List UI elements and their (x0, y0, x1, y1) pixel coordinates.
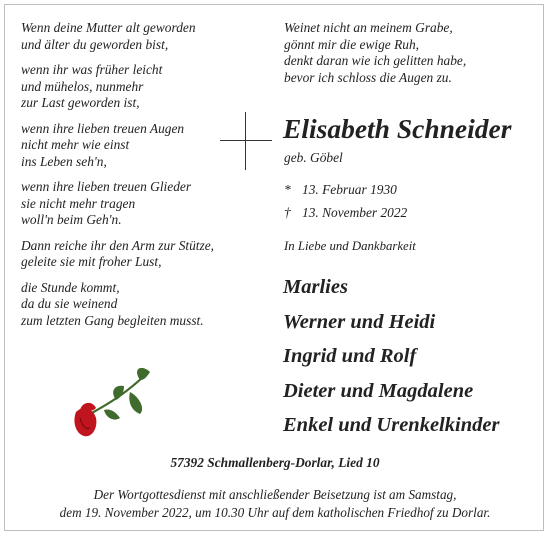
poem-line: die Stunde kommt, (21, 279, 120, 295)
death-symbol: † (284, 205, 291, 220)
deceased-name: Elisabeth Schneider (283, 113, 512, 144)
verse-line: Weinet nicht an meinem Grabe, (284, 20, 453, 35)
address: 57392 Schmallenberg-Dorlar, Lied 10 (170, 455, 380, 470)
birth-name: geb. Göbel (284, 150, 343, 165)
poem-line: wenn ihr was früher leicht (21, 62, 163, 77)
poem-stanza (21, 20, 261, 53)
mourner-name: Marlies (283, 276, 348, 298)
poem-stanza (21, 179, 261, 229)
poem-line: sie nicht mehr tragen (21, 195, 136, 211)
service-info (0, 486, 550, 521)
mourner-name: Werner und Heidi (283, 310, 436, 333)
poem-line: wenn ihre lieben treuen Augen (21, 120, 185, 136)
mourner-name: Dieter und Magdalene (283, 379, 474, 402)
mourners-list (283, 270, 499, 443)
verse (284, 20, 534, 86)
death-date-row (284, 201, 407, 224)
mourners-intro: In Liebe und Dankbarkeit (284, 239, 416, 253)
mourner-name: Ingrid und Rolf (283, 345, 417, 367)
poem-line: geleite sie mit froher Lust, (21, 254, 162, 269)
birth-date: 13. Februar 1930 (302, 182, 397, 197)
mourner-name: Enkel und Urenkelkinder (283, 414, 500, 436)
poem-line: ins Leben seh'n, (21, 153, 107, 169)
poem-stanza (21, 280, 261, 330)
poem-line: da du sie weinend (21, 296, 118, 311)
life-dates (284, 178, 407, 224)
service-line: Der Wortgottesdienst mit anschließender Beisetzung ist am Samstag, (93, 487, 457, 502)
poem-line: woll'n beim Geh'n. (21, 212, 122, 227)
poem-line: Wenn deine Mutter alt geworden (21, 20, 196, 35)
poem-stanza (21, 62, 261, 112)
verse-line: bevor ich schloss die Augen zu. (284, 69, 452, 85)
poem-line: Dann reiche ihr den Arm zur Stütze, (21, 237, 215, 253)
verse-line: denkt daran wie ich gelitten habe, (284, 53, 467, 68)
poem-stanza (21, 238, 261, 271)
poem-line: und älter du geworden bist, (21, 36, 169, 52)
poem-line: nicht mehr wie einst (21, 137, 130, 152)
cross-horizontal-bar (220, 140, 272, 141)
poem-line: zum letzten Gang begleiten musst. (21, 312, 204, 328)
birth-symbol: * (284, 182, 291, 197)
verse-line: gönnt mir die ewige Ruh, (284, 36, 420, 52)
poem-line: wenn ihre lieben treuen Glieder (21, 179, 192, 194)
death-date: 13. November 2022 (302, 205, 408, 220)
cross-icon (220, 112, 272, 170)
poem-line: zur Last geworden ist, (21, 95, 140, 110)
poem-line: und mühelos, nunmehr (21, 78, 144, 94)
poem (21, 20, 261, 338)
service-line: dem 19. November 2022, um 10.30 Uhr auf dem katholischen Friedhof zu Dorlar. (59, 504, 491, 520)
rose-icon (70, 366, 160, 440)
birth-date-row (284, 178, 407, 201)
